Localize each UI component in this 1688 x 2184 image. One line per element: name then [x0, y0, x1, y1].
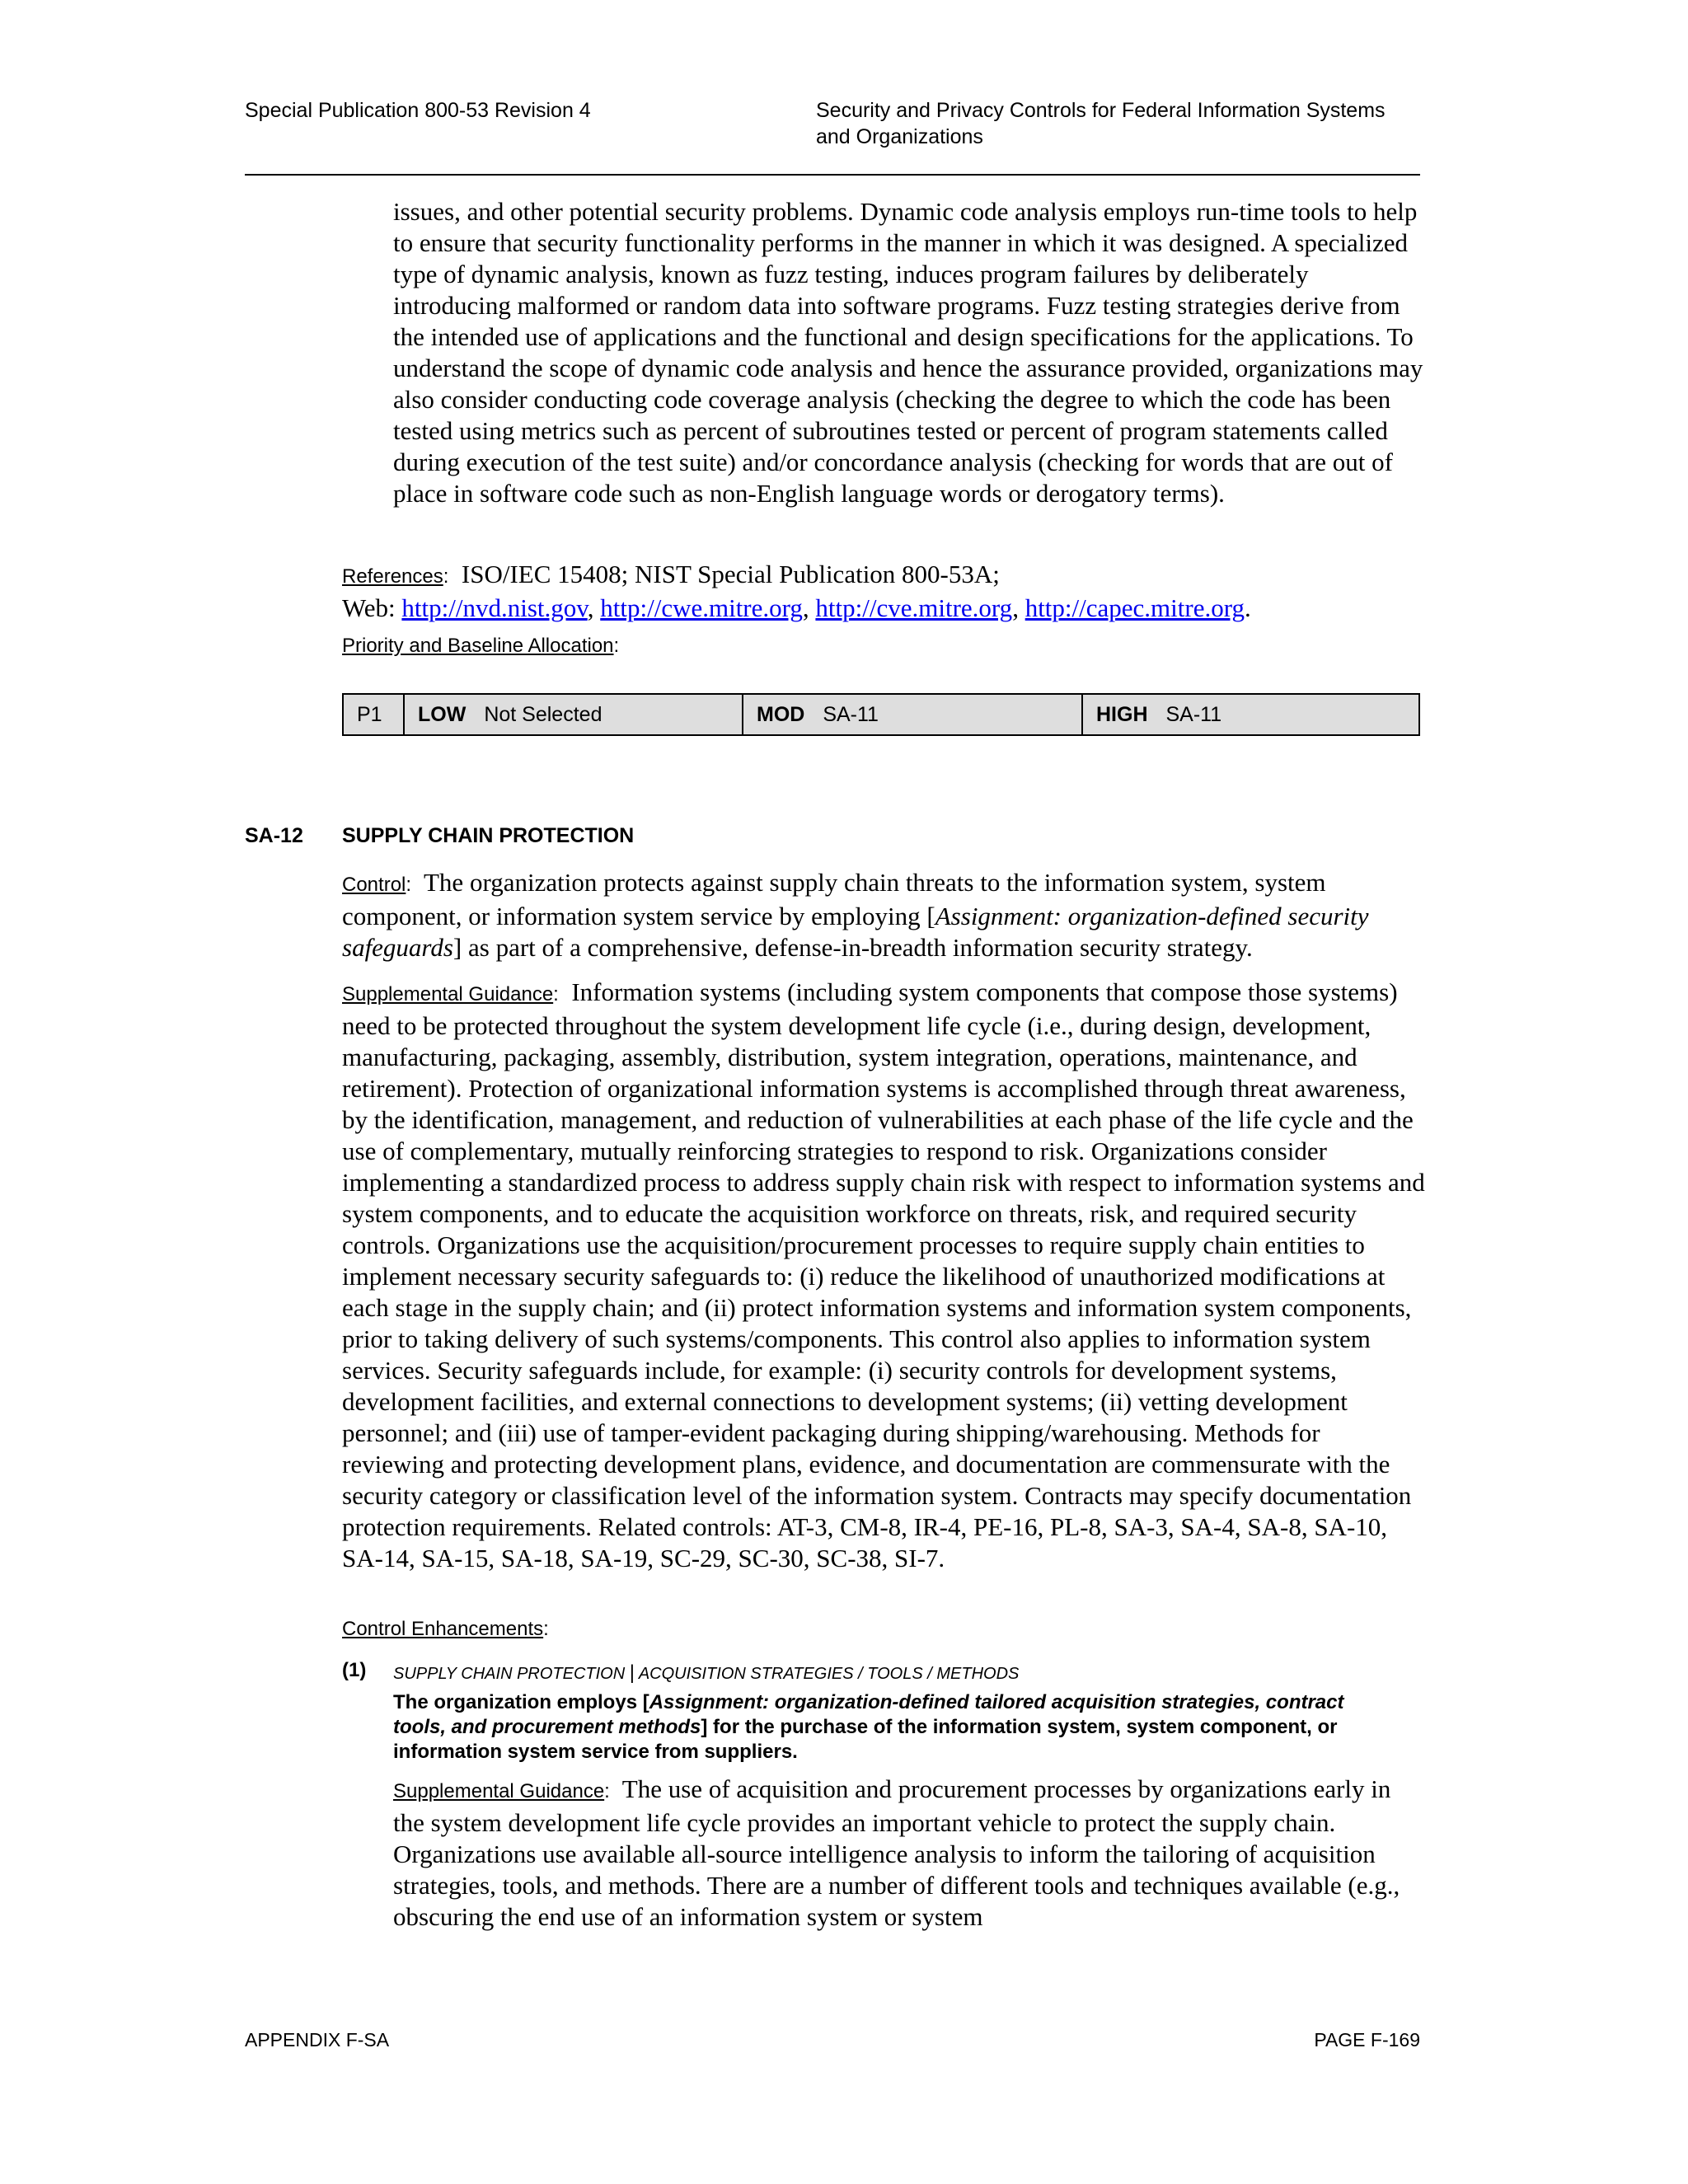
link-cve[interactable]: http://cve.mitre.org [815, 593, 1013, 622]
header-title-line2: and Organizations [816, 125, 983, 148]
header-divider [245, 174, 1420, 176]
control-assignment: Assignment: organization-defined security safeguards [342, 902, 1369, 962]
baseline-table [342, 693, 1420, 736]
references-text: ISO/IEC 15408; NIST Special Publication 800-53A; [461, 560, 1000, 588]
header-title [816, 97, 1442, 150]
control-id: SA-12 [245, 824, 303, 847]
control-title: SUPPLY CHAIN PROTECTION [342, 824, 635, 847]
enhancement-assignment: Assignment: organization-defined tailored acquisition strategies, contract tools, and procurement methods [393, 1691, 1344, 1738]
control-enhancements-label: Control Enhancements: [342, 1618, 549, 1640]
link-cwe[interactable]: http://cwe.mitre.org [600, 593, 803, 622]
enhancement-number: (1) [342, 1659, 367, 1681]
references-label: References [342, 565, 443, 588]
header-title-line1: Security and Privacy Controls for Federal Information Systems [816, 99, 1386, 122]
footer-appendix: APPENDIX F-SA [245, 2029, 390, 2050]
control-label: Control [342, 874, 406, 896]
control-statement: Control: The organization protects against supply chain threats to the information system, system component, or information system service by employing [Assignment: organization-defined security safeguards] as part of a comprehensive, defense-in-breadth information security strategy. [342, 868, 1369, 962]
continued-paragraph: issues, and other potential security problems. Dynamic code analysis employs run-time tools to help to ensure that security functionality performs in the manner in which it was designed. A specialized type of dynamic analysis, known as fuzz testing, induces program failures by deliberately introducing malformed or random data into software programs. Fuzz testing strategies derive from the intended use of applications and the functional and design specifications for the applications. To understand the scope of dynamic code analysis and hence the assurance provided, organizations may also consider conducting code coverage analysis (checking the degree to which the code has been tested using metrics such as percent of subroutines tested or percent of program statements called during execution of the test suite) and/or concordance analysis (checking for words that are out of place in software code such as non-English language words or derogatory terms). [393, 197, 1423, 508]
mod-cell: MOD SA-11 [743, 695, 1083, 734]
priority-label: Priority and Baseline Allocation: [342, 635, 620, 657]
footer-page-number: PAGE F-169 [1314, 2029, 1420, 2050]
enhancement-supplemental-guidance: Supplemental Guidance: The use of acquisition and procurement processes by organizations early in the system development life cycle provides an important vehicle to protect the supply chain. Organizations use available all-source intelligence analysis to inform the tailoring of acquisition strategies, tools, and methods. There are a number of different tools and techniques available (e.g., obscuring the end use of an information system or system [393, 1774, 1400, 1931]
references-web-label: Web: [342, 593, 396, 622]
supplemental-label: Supplemental Guidance [342, 983, 554, 1005]
enhancement-statement: The organization employs [Assignment: organization-defined tailored acquisition strategies, contract tools, and procurement methods] for the purchase of the information system, system component, or information system service from suppliers. [393, 1691, 1344, 1763]
link-capec[interactable]: http://capec.mitre.org [1025, 593, 1245, 622]
supplemental-guidance: Supplemental Guidance: Information systems (including system components that compose those systems) need to be protected throughout the system development life cycle (i.e., during design, development, manufacturing, packaging, assembly, distribution, system integration, operations, maintenance, and retirement). Protection of organizational information systems is accomplished through threat awareness, by the identification, management, and reduction of vulnerabilities at each phase of the life cycle and the use of complementary, mutually reinforcing strategies to respond to risk. Organizations consider implementing a standardized process to address supply chain risk with respect to information systems and system components, and to educate the acquisition workforce on threats, risk, and required security controls. Organizations use the acquisition/procurement processes to require supply chain entities to implement necessary security safeguards to: (i) reduce the likelihood of unauthorized modifications at each stage in the supply chain; and (ii) protect information systems and information system components, prior to taking delivery of such systems/components. This control also applies to information system services. Security safeguards include, for example: (i) security controls for development systems, development facilities, and external connections to development systems; (ii) vetting development personnel; and (iii) use of tamper-evident packaging during shipping/warehousing. Methods for reviewing and protecting development plans, evidence, and documentation are commensurate with the security category or classification level of the information system. Contracts may specify documentation protection requirements. Related controls: AT-3, CM-8, IR-4, PE-16, PL-8, SA-3, SA-4, SA-8, SA-10, SA-14, SA-15, SA-18, SA-19, SC-29, SC-30, SC-38, SI-7. [342, 977, 1425, 1572]
low-cell: LOW Not Selected [405, 695, 743, 734]
header-publication: Special Publication 800-53 Revision 4 [245, 99, 591, 122]
priority-cell: P1 [344, 695, 405, 734]
references: References: ISO/IEC 15408; NIST Special Publication 800-53A; Web: http://nvd.nist.gov, http://cwe.mitre.org, http://cve.mitre.org, http://capec.mitre.org. [342, 560, 1251, 622]
enhancement-title: SUPPLY CHAIN PROTECTION | ACQUISITION STRATEGIES / TOOLS / METHODS [393, 1661, 1020, 1684]
high-cell: HIGH SA-11 [1096, 702, 1222, 726]
link-nvd[interactable]: http://nvd.nist.gov [401, 593, 588, 622]
